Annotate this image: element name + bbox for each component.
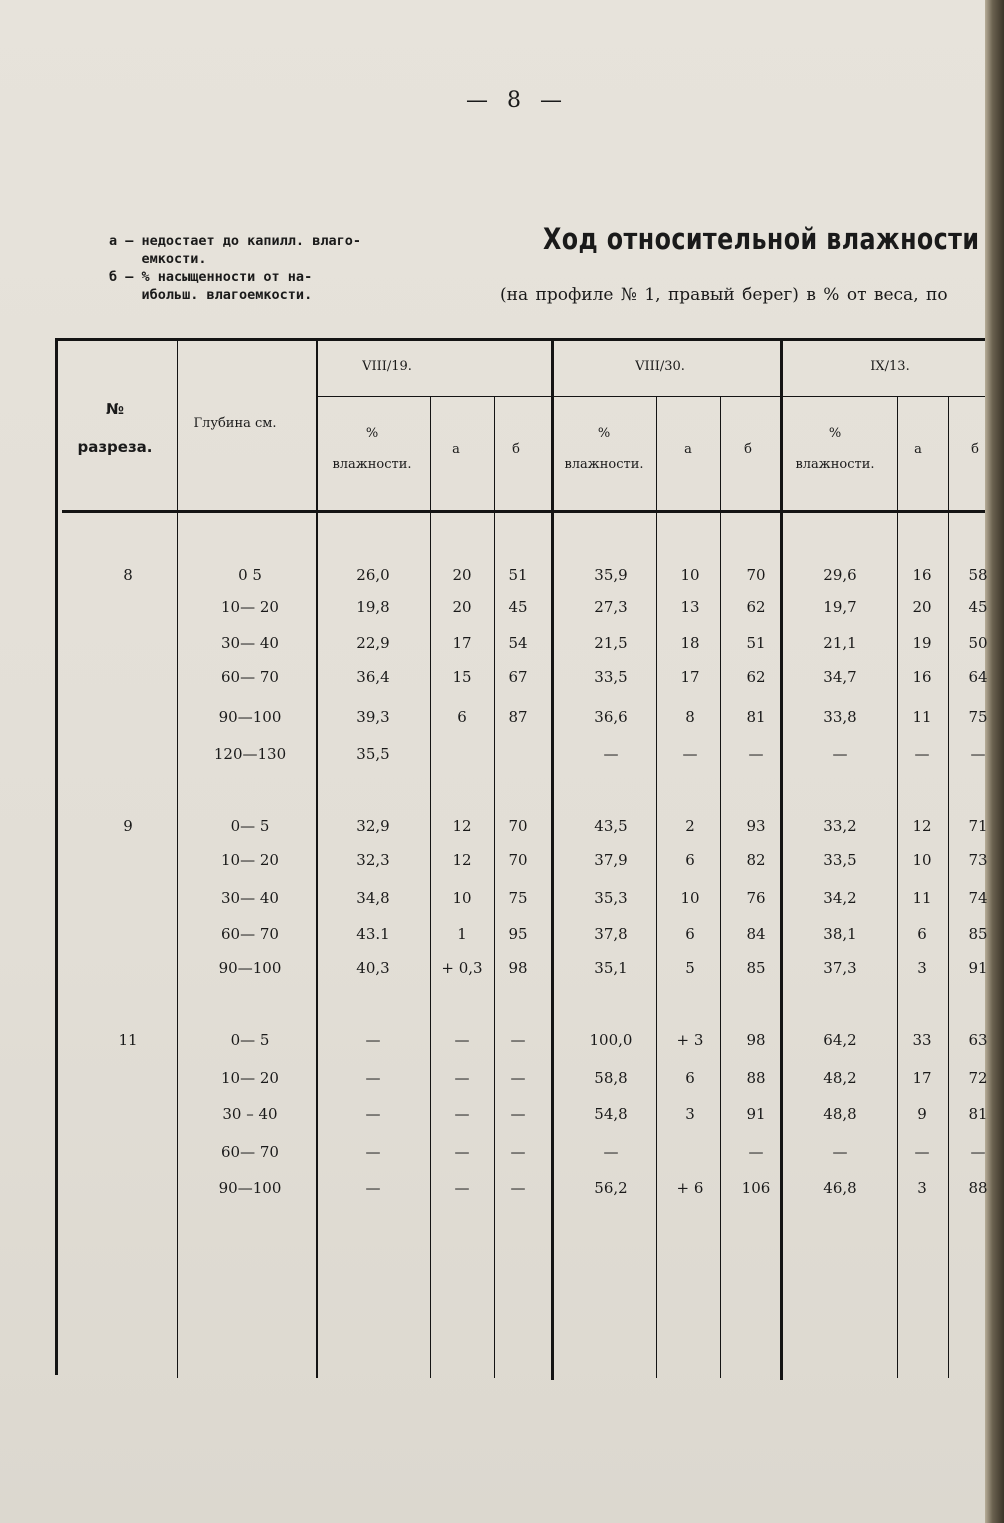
table-cell: 81 [968, 1105, 988, 1123]
table-cell: 60— 70 [221, 925, 279, 943]
header-date: IX/13. [870, 359, 910, 374]
table-cell: 0 5 [238, 566, 262, 584]
header-a: а [684, 442, 692, 457]
table-cell: 91 [968, 959, 988, 977]
table-cell: — [510, 1179, 526, 1197]
legend-line: ибольш. влагоемкости. [109, 287, 313, 303]
table-cell: — [365, 1031, 381, 1049]
header-pct-sign: % [828, 426, 842, 441]
table-cell: 13 [680, 598, 700, 616]
table-cell: 20 [452, 566, 472, 584]
table-cell: 120—130 [213, 745, 287, 763]
header-b: б [512, 442, 520, 457]
table-cell: 48,2 [823, 1069, 857, 1087]
table-cell: 32,3 [356, 851, 390, 869]
table-cell: 21,5 [594, 634, 628, 652]
table-cell: 73 [968, 851, 988, 869]
table-cell: 37,9 [594, 851, 628, 869]
table-cell: — [454, 1031, 470, 1049]
table-cell: 17 [912, 1069, 932, 1087]
table-cell: 16 [912, 566, 932, 584]
table-cell: — [454, 1069, 470, 1087]
table-cell: 15 [452, 668, 472, 686]
header-bottom-rule [62, 510, 985, 513]
table-cell: 37,8 [594, 925, 628, 943]
header-b: б [744, 442, 752, 457]
table-cell: 6 [917, 925, 927, 943]
table-cell: 45 [508, 598, 528, 616]
table-cell: 10— 20 [221, 598, 279, 616]
table-cell: 60— 70 [221, 668, 279, 686]
table-cell: 18 [680, 634, 700, 652]
table-cell: 35,9 [594, 566, 628, 584]
table-cell: — [365, 1179, 381, 1197]
table-cell: 3 [917, 959, 927, 977]
table-cell: — [510, 1143, 526, 1161]
table-cell: 75 [508, 889, 528, 907]
table-cell: — [970, 1143, 986, 1161]
table-cell: 2 [685, 817, 695, 835]
legend-line: б — % насыщенности от на- [109, 269, 313, 285]
table-cell: 82 [746, 851, 766, 869]
table-cell: 75 [968, 708, 988, 726]
table-cell: 34,2 [823, 889, 857, 907]
table-cell: 20 [452, 598, 472, 616]
table-cell: — [365, 1105, 381, 1123]
table-cell: 62 [746, 598, 766, 616]
table-cell: — [365, 1143, 381, 1161]
table-cell: 91 [746, 1105, 766, 1123]
table-cell: 12 [452, 851, 472, 869]
page-title: Ход относительной влажности [543, 222, 980, 256]
table-cell: 11 [912, 708, 932, 726]
table-cell: 50 [968, 634, 988, 652]
table-cell: 34,8 [356, 889, 390, 907]
legend-line: емкости. [109, 251, 207, 267]
table-cell: — [682, 745, 698, 763]
table-cell: — [510, 1031, 526, 1049]
table-cell: 33,2 [823, 817, 857, 835]
table-cell: 90—100 [218, 1179, 282, 1197]
column-rule [948, 396, 949, 1378]
table-cell: 39,3 [356, 708, 390, 726]
table-cell: — [832, 1143, 848, 1161]
table-cell: 30— 40 [221, 634, 279, 652]
table-cell: 17 [452, 634, 472, 652]
table-cell: 5 [685, 959, 695, 977]
table-cell: 33 [912, 1031, 932, 1049]
table-cell: — [454, 1105, 470, 1123]
table-cell: 21,1 [823, 634, 857, 652]
table-cell: 10 [912, 851, 932, 869]
table-cell: 54,8 [594, 1105, 628, 1123]
table-cell: 48,8 [823, 1105, 857, 1123]
table-cell: 62 [746, 668, 766, 686]
header-pct-sign: % [597, 426, 611, 441]
header-date: VIII/19. [362, 359, 412, 374]
table-cell: 16 [912, 668, 932, 686]
table-cell: — [914, 745, 930, 763]
column-rule [316, 340, 318, 1378]
table-cell: 85 [968, 925, 988, 943]
table-cell: 45 [968, 598, 988, 616]
table-cell: 32,9 [356, 817, 390, 835]
table-cell: 35,3 [594, 889, 628, 907]
table-cell: 51 [508, 566, 528, 584]
table-cell: 43,5 [594, 817, 628, 835]
table-cell: 106 [741, 1179, 771, 1197]
table-cell: — [454, 1143, 470, 1161]
table-cell: 88 [968, 1179, 988, 1197]
table-cell: 64 [968, 668, 988, 686]
header-pct-label: влажности. [564, 457, 644, 472]
table-top-rule [55, 338, 985, 341]
table-cell: 0— 5 [230, 817, 270, 835]
header-a: а [914, 442, 922, 457]
table-cell: 90—100 [218, 708, 282, 726]
table-cell: — [603, 1143, 619, 1161]
table-cell: 33,8 [823, 708, 857, 726]
table-cell: 43.1 [356, 925, 390, 943]
table-cell: 98 [508, 959, 528, 977]
table-cell: 3 [685, 1105, 695, 1123]
table-cell: 63 [968, 1031, 988, 1049]
column-rule [430, 396, 431, 1378]
table-cell: 17 [680, 668, 700, 686]
header-b: б [971, 442, 979, 457]
table-cell: — [454, 1179, 470, 1197]
table-cell: 6 [685, 1069, 695, 1087]
table-cell: 35,5 [356, 745, 390, 763]
column-rule [897, 396, 898, 1378]
table-cell: 30— 40 [221, 889, 279, 907]
table-cell: 76 [746, 889, 766, 907]
table-cell: 38,1 [823, 925, 857, 943]
table-cell: 87 [508, 708, 528, 726]
table-cell: 84 [746, 925, 766, 943]
table-cell: 33,5 [594, 668, 628, 686]
table-cell: 35,1 [594, 959, 628, 977]
table-cell: 33,5 [823, 851, 857, 869]
table-cell: 19,7 [823, 598, 857, 616]
table-cell: 6 [685, 851, 695, 869]
column-rule [720, 396, 721, 1378]
header-razrez: разреза. [77, 438, 153, 456]
table-cell: 88 [746, 1069, 766, 1087]
table-cell: 6 [685, 925, 695, 943]
header-pct-label: влажности. [332, 457, 412, 472]
header-pct-label: влажности. [795, 457, 875, 472]
table-cell: 70 [508, 851, 528, 869]
column-rule [494, 396, 495, 1378]
table-cell: 100,0 [589, 1031, 633, 1049]
table-cell: 10— 20 [221, 851, 279, 869]
table-cell: 70 [746, 566, 766, 584]
table-cell: 34,7 [823, 668, 857, 686]
table-cell: 85 [746, 959, 766, 977]
legend-line: а — недостает до капилл. влаго- [109, 233, 361, 249]
table-cell: 72 [968, 1069, 988, 1087]
header-date: VIII/30. [635, 359, 685, 374]
table-cell: 95 [508, 925, 528, 943]
table-cell: 10 [452, 889, 472, 907]
table-cell: + 0,3 [441, 959, 483, 977]
table-cell: 71 [968, 817, 988, 835]
table-cell: 12 [912, 817, 932, 835]
header-pct-sign: % [365, 426, 379, 441]
table-cell: 11 [912, 889, 932, 907]
page-subtitle: (на профиле № 1, правый берег) в % от веса, по [500, 285, 948, 305]
legend [109, 232, 409, 304]
table-cell: 37,3 [823, 959, 857, 977]
table-cell: 29,6 [823, 566, 857, 584]
table-cell: 58,8 [594, 1069, 628, 1087]
table-cell: — [970, 745, 986, 763]
table-cell: + 6 [676, 1179, 704, 1197]
header-sub-rule [316, 396, 985, 397]
table-cell: 58 [968, 566, 988, 584]
table-cell: 36,6 [594, 708, 628, 726]
table-cell: 1 [457, 925, 467, 943]
header-razrez-no: № [105, 400, 125, 418]
table-cell: — [603, 745, 619, 763]
table-cell: 10 [680, 889, 700, 907]
table-cell: 46,8 [823, 1179, 857, 1197]
razrez-number: 9 [123, 817, 133, 835]
page-number: — 8 — [466, 88, 568, 113]
table-cell: 67 [508, 668, 528, 686]
table-cell: 74 [968, 889, 988, 907]
table-cell: 40,3 [356, 959, 390, 977]
table-cell: — [510, 1069, 526, 1087]
header-a: а [452, 442, 460, 457]
table-cell: 12 [452, 817, 472, 835]
razrez-number: 8 [123, 566, 133, 584]
table-cell: — [365, 1069, 381, 1087]
column-rule [55, 340, 58, 1375]
table-cell: 27,3 [594, 598, 628, 616]
table-cell: 3 [917, 1179, 927, 1197]
table-cell: 8 [685, 708, 695, 726]
table-cell: 70 [508, 817, 528, 835]
table-cell: 22,9 [356, 634, 390, 652]
table-cell: — [748, 1143, 764, 1161]
table-cell: — [832, 745, 848, 763]
razrez-number: 11 [118, 1031, 138, 1049]
table-cell: + 3 [676, 1031, 704, 1049]
table-cell: — [510, 1105, 526, 1123]
table-cell: 19 [912, 634, 932, 652]
table-cell: 81 [746, 708, 766, 726]
table-cell: 10— 20 [221, 1069, 279, 1087]
table-cell: 30 – 40 [222, 1105, 278, 1123]
table-cell: 93 [746, 817, 766, 835]
table-cell: 19,8 [356, 598, 390, 616]
table-cell: 60— 70 [221, 1143, 279, 1161]
table-cell: 9 [917, 1105, 927, 1123]
table-cell: 51 [746, 634, 766, 652]
header-depth: Глубина см. [193, 416, 277, 431]
table-cell: 10 [680, 566, 700, 584]
table-cell: 98 [746, 1031, 766, 1049]
table-cell: 0— 5 [230, 1031, 270, 1049]
table-cell: — [914, 1143, 930, 1161]
table-cell: 54 [508, 634, 528, 652]
table-cell: 6 [457, 708, 467, 726]
table-cell: 64,2 [823, 1031, 857, 1049]
table-cell: 26,0 [356, 566, 390, 584]
table-cell: 36,4 [356, 668, 390, 686]
table-cell: 56,2 [594, 1179, 628, 1197]
table-cell: — [748, 745, 764, 763]
column-rule [177, 340, 178, 1378]
table-cell: 90—100 [218, 959, 282, 977]
column-rule [656, 396, 657, 1378]
table-cell: 20 [912, 598, 932, 616]
